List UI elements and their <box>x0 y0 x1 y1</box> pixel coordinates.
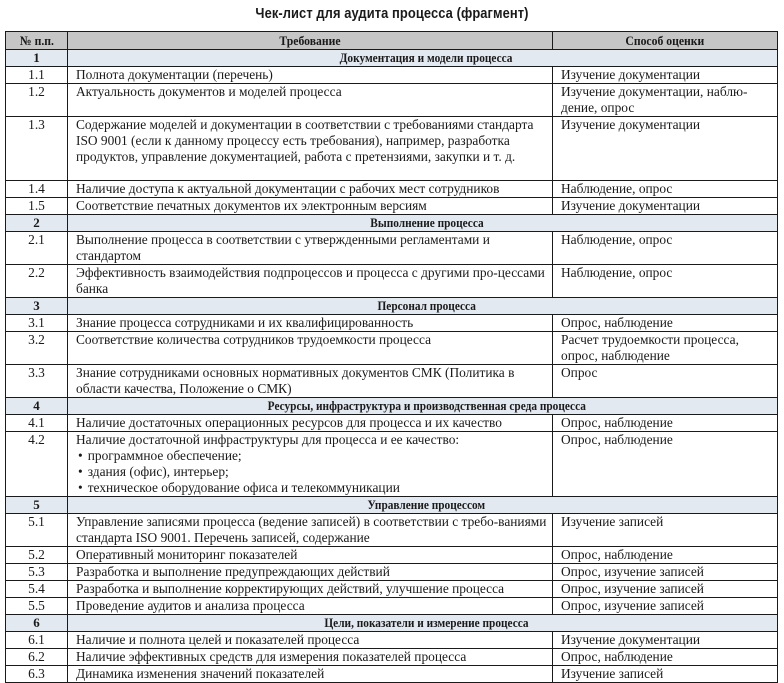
requirement-cell <box>68 117 553 181</box>
assessment-method-cell: Наблюдение, опрос <box>553 265 778 298</box>
section-title: Выполнение процесса <box>68 215 778 232</box>
assessment-method-cell: Изучение документации <box>553 117 778 181</box>
table-row <box>6 666 778 683</box>
section-number: 4 <box>6 398 68 415</box>
table-row <box>6 265 778 298</box>
requirement-text: Проведение аудитов и анализа процесса <box>76 598 305 613</box>
requirement-cell <box>68 632 553 649</box>
table-row <box>6 581 778 598</box>
requirement-cell <box>68 84 553 117</box>
item-number: 2.2 <box>6 265 68 298</box>
header-method: Способ оценки <box>553 32 778 50</box>
table-row <box>6 84 778 117</box>
bullet-item: • здания (офис), интерьер; <box>76 464 552 480</box>
item-number: 6.3 <box>6 666 68 683</box>
table-row <box>6 117 778 181</box>
requirement-cell <box>68 198 553 215</box>
assessment-method-cell: Изучение документации <box>553 632 778 649</box>
item-number: 6.1 <box>6 632 68 649</box>
assessment-method-cell: Опрос, изучение записей <box>553 564 778 581</box>
section-number: 5 <box>6 497 68 514</box>
requirement-cell <box>68 581 553 598</box>
requirement-cell <box>68 232 553 265</box>
assessment-method-cell: Опрос, изучение записей <box>553 581 778 598</box>
assessment-method-cell: Изучение документации, наблю-дение, опрос <box>553 84 778 117</box>
requirement-text: Актуальность документов и моделей процесса <box>76 84 342 99</box>
assessment-method-cell: Опрос, наблюдение <box>553 649 778 666</box>
section-row <box>6 398 778 415</box>
item-number: 2.1 <box>6 232 68 265</box>
requirement-text: Полнота документации (перечень) <box>76 67 273 82</box>
requirement-text: Наличие достаточной инфраструктуры для процесса и ее качество: <box>76 432 460 447</box>
table-row <box>6 365 778 398</box>
item-number: 1.3 <box>6 117 68 181</box>
requirement-text: Наличие доступа к актуальной документации с рабочих мест сотрудников <box>76 181 500 196</box>
requirement-cell <box>68 649 553 666</box>
requirement-cell <box>68 265 553 298</box>
requirement-text: Выполнение процесса в соответствии с утвержденными регламентами и стандартом <box>76 232 490 263</box>
requirement-bullet-list <box>76 448 552 496</box>
assessment-method-cell: Опрос, наблюдение <box>553 432 778 497</box>
requirement-cell <box>68 67 553 84</box>
requirement-text: Наличие и полнота целей и показателей процесса <box>76 632 360 647</box>
section-number: 2 <box>6 215 68 232</box>
section-row <box>6 50 778 67</box>
item-number: 5.2 <box>6 547 68 564</box>
requirement-cell <box>68 415 553 432</box>
section-number: 6 <box>6 615 68 632</box>
requirement-text: Оперативный мониторинг показателей <box>76 547 298 562</box>
section-number: 1 <box>6 50 68 67</box>
section-row <box>6 615 778 632</box>
audit-checklist-table <box>5 31 778 683</box>
item-number: 3.3 <box>6 365 68 398</box>
requirement-text: Содержание моделей и документации в соответствии с требованиями стандарта ISO 9001 (если к данному процессу есть требования), например, разработка продуктов, управление документацией, работа с претензиями, закупки и т. д. <box>76 117 534 164</box>
requirement-text: Наличие эффективных средств для измерения показателей процесса <box>76 649 467 664</box>
section-title: Ресурсы, инфраструктура и производственная среда процесса <box>68 398 778 415</box>
table-row <box>6 432 778 497</box>
assessment-method-cell: Изучение записей <box>553 514 778 547</box>
assessment-method-cell: Опрос, наблюдение <box>553 315 778 332</box>
section-row <box>6 497 778 514</box>
requirement-cell <box>68 315 553 332</box>
requirement-cell <box>68 432 553 497</box>
requirement-cell <box>68 514 553 547</box>
requirement-cell <box>68 181 553 198</box>
item-number: 3.1 <box>6 315 68 332</box>
requirement-text: Динамика изменения значений показателей <box>76 666 325 681</box>
section-title: Документация и модели процесса <box>68 50 778 67</box>
section-title: Цели, показатели и измерение процесса <box>68 615 778 632</box>
item-number: 6.2 <box>6 649 68 666</box>
table-row <box>6 198 778 215</box>
table-header-row <box>6 32 778 50</box>
assessment-method-cell: Опрос <box>553 365 778 398</box>
table-row <box>6 514 778 547</box>
requirement-text: Разработка и выполнение предупреждающих действий <box>76 564 390 579</box>
assessment-method-cell: Опрос, наблюдение <box>553 415 778 432</box>
item-number: 1.2 <box>6 84 68 117</box>
bullet-item: • программное обеспечение; <box>76 448 552 464</box>
table-row <box>6 332 778 365</box>
item-number: 1.5 <box>6 198 68 215</box>
table-row <box>6 315 778 332</box>
assessment-method-cell: Наблюдение, опрос <box>553 232 778 265</box>
requirement-cell <box>68 547 553 564</box>
table-row <box>6 598 778 615</box>
table-row <box>6 232 778 265</box>
header-num: № п.п. <box>6 32 68 50</box>
header-requirement: Требование <box>68 32 553 50</box>
assessment-method-cell: Расчет трудоемкости процесса, опрос, наблюдение <box>553 332 778 365</box>
section-title: Управление процессом <box>68 497 778 514</box>
item-number: 3.2 <box>6 332 68 365</box>
requirement-text: Разработка и выполнение корректирующих действий, улучшение процесса <box>76 581 505 596</box>
requirement-cell <box>68 365 553 398</box>
item-number: 1.1 <box>6 67 68 84</box>
assessment-method-cell: Изучение документации <box>553 198 778 215</box>
item-number: 5.5 <box>6 598 68 615</box>
item-number: 4.2 <box>6 432 68 497</box>
assessment-method-cell: Опрос, изучение записей <box>553 598 778 615</box>
assessment-method-cell: Изучение записей <box>553 666 778 683</box>
requirement-cell <box>68 564 553 581</box>
assessment-method-cell: Изучение документации <box>553 67 778 84</box>
requirement-text: Знание процесса сотрудниками и их квалифицированность <box>76 315 414 330</box>
requirement-text: Соответствие количества сотрудников трудоемкости процесса <box>76 332 432 347</box>
section-title: Персонал процесса <box>68 298 778 315</box>
requirement-text: Знание сотрудниками основных нормативных документов СМК (Политика в области качества, Положение о СМК) <box>76 365 515 396</box>
table-row <box>6 415 778 432</box>
bullet-item: • техническое оборудование офиса и телекоммуникации <box>76 480 552 496</box>
table-row <box>6 181 778 198</box>
section-number: 3 <box>6 298 68 315</box>
item-number: 5.4 <box>6 581 68 598</box>
table-row <box>6 547 778 564</box>
table-row <box>6 649 778 666</box>
requirement-cell <box>68 332 553 365</box>
section-row <box>6 298 778 315</box>
item-number: 5.1 <box>6 514 68 547</box>
requirement-text: Управление записями процесса (ведение записей) в соответствии с требо-ваниями стандарта ISO 9001. Перечень записей, содержание <box>76 514 547 545</box>
table-body <box>6 50 778 683</box>
requirement-text: Соответствие печатных документов их электронным версиям <box>76 198 427 213</box>
requirement-text: Эффективность взаимодействия подпроцессов и процесса с другими про-цессами банка <box>76 265 545 296</box>
document-title: Чек-лист для аудита процесса (фрагмент) <box>255 5 529 22</box>
table-row <box>6 67 778 84</box>
assessment-method-cell: Опрос, наблюдение <box>553 547 778 564</box>
section-row <box>6 215 778 232</box>
requirement-cell <box>68 666 553 683</box>
item-number: 4.1 <box>6 415 68 432</box>
assessment-method-cell: Наблюдение, опрос <box>553 181 778 198</box>
table-row <box>6 632 778 649</box>
requirement-cell <box>68 598 553 615</box>
item-number: 1.4 <box>6 181 68 198</box>
item-number: 5.3 <box>6 564 68 581</box>
requirement-text: Наличие достаточных операционных ресурсов для процесса и их качество <box>76 415 502 430</box>
table-row <box>6 564 778 581</box>
